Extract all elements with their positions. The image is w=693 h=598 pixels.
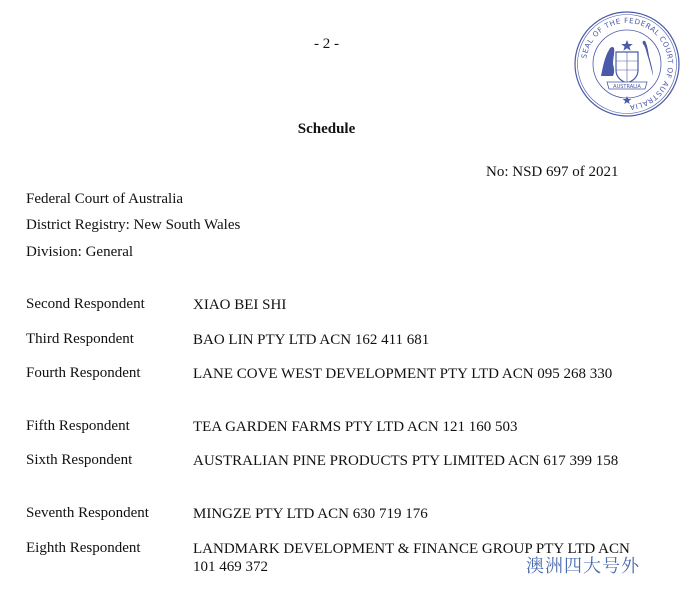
party-name: LANE COVE WEST DEVELOPMENT PTY LTD ACN 095 268 330 bbox=[193, 366, 613, 382]
party-name: BAO LIN PTY LTD ACN 162 411 681 bbox=[193, 332, 430, 348]
schedule-title: Schedule bbox=[297, 121, 356, 137]
party-role: Fifth Respondent bbox=[26, 418, 130, 434]
party-role: Third Respondent bbox=[26, 331, 134, 347]
party-role: Fourth Respondent bbox=[26, 365, 141, 381]
party-name: LANDMARK DEVELOPMENT & FINANCE GROUP PTY LTD ACN 101 469 372 bbox=[193, 541, 630, 575]
seal-banner-text: AUSTRALIA bbox=[613, 83, 641, 90]
federal-court-seal-icon bbox=[573, 10, 681, 118]
file-number: No: NSD 697 of 2021 bbox=[486, 164, 619, 180]
party-name: TEA GARDEN FARMS PTY LTD ACN 121 160 503 bbox=[193, 419, 518, 435]
district-registry: District Registry: New South Wales bbox=[26, 217, 241, 233]
court-name: Federal Court of Australia bbox=[26, 191, 184, 207]
party-role: Eighth Respondent bbox=[26, 540, 141, 556]
party-name: XIAO BEI SHI bbox=[193, 297, 287, 313]
party-name: MINGZE PTY LTD ACN 630 719 176 bbox=[193, 506, 428, 522]
party-role: Seventh Respondent bbox=[26, 505, 149, 521]
division: Division: General bbox=[26, 244, 134, 260]
party-role: Sixth Respondent bbox=[26, 452, 133, 468]
seal-ring-text: SEAL OF THE FEDERAL COURT OF AUSTRALIA bbox=[579, 15, 676, 113]
watermark: 澳洲四大号外 bbox=[526, 556, 640, 577]
party-role: Second Respondent bbox=[26, 296, 145, 312]
page-number: - 2 - bbox=[314, 36, 339, 52]
party-name: AUSTRALIAN PINE PRODUCTS PTY LIMITED ACN 617 399 158 bbox=[193, 453, 619, 469]
